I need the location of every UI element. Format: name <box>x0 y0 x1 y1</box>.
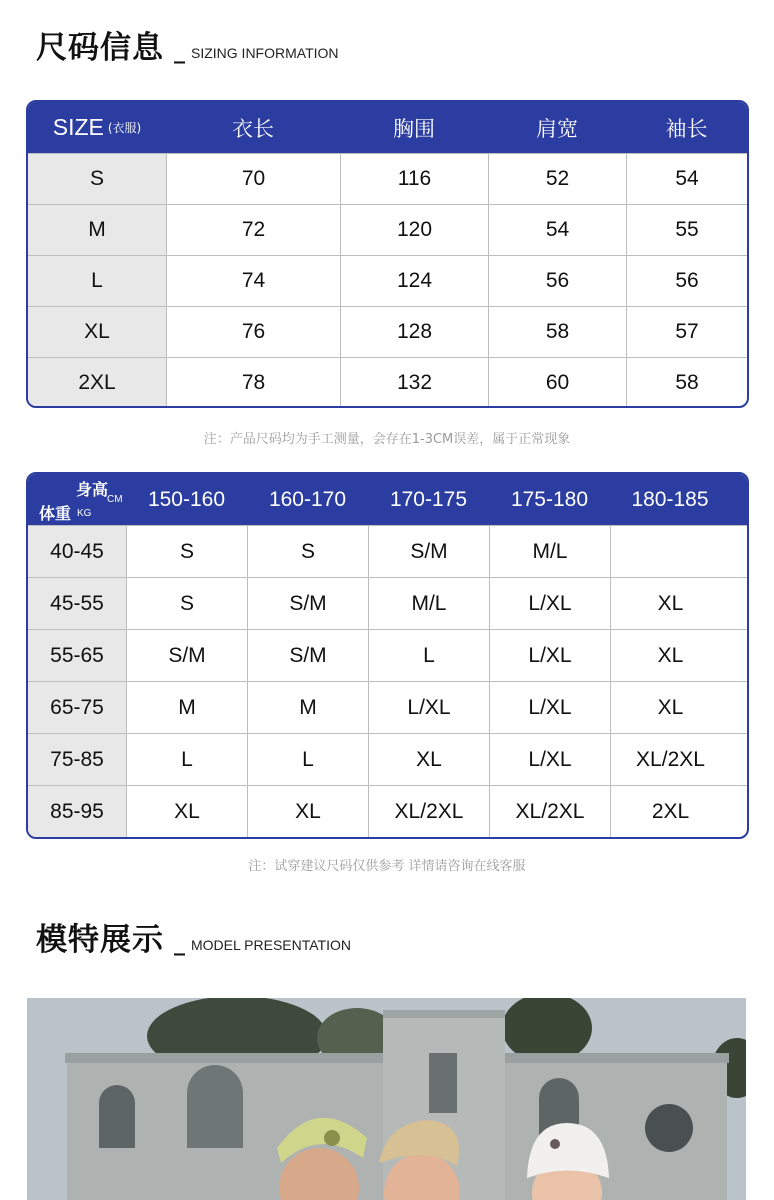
sleeve-cell: 54 <box>626 154 747 204</box>
sizing-title-zh: 尺码信息 <box>36 30 164 66</box>
table-row <box>28 733 747 785</box>
fit-cell: L/XL <box>489 734 610 785</box>
table-row <box>28 577 747 629</box>
height-range-header: 180-185 <box>631 487 709 511</box>
fit-cell: L/XL <box>489 630 610 681</box>
length-cell: 70 <box>166 154 340 204</box>
sleeve-cell: 56 <box>626 256 747 306</box>
fit-cell: XL <box>247 786 368 837</box>
chest-cell: 128 <box>340 307 488 357</box>
height-range-header: 150-160 <box>147 487 226 511</box>
size-cell: L <box>28 256 166 306</box>
fit-cell: M <box>126 682 247 733</box>
size-cell: M <box>28 205 166 255</box>
fit-cell: S <box>126 526 247 577</box>
table-row <box>28 204 747 255</box>
title-dash: _ <box>174 931 185 956</box>
fit-cell: XL <box>368 734 489 785</box>
fit-cell: S <box>126 578 247 629</box>
model-photo-illustration <box>27 998 746 1200</box>
table-row <box>28 681 747 733</box>
weight-cell: 65-75 <box>28 682 126 733</box>
height-range-header: 160-170 <box>268 487 347 511</box>
fit-cell: M <box>247 682 368 733</box>
fit-cell: XL <box>610 578 730 629</box>
fit-cell: L <box>368 630 489 681</box>
weight-cell: 85-95 <box>28 786 126 837</box>
header-size-label: SIZE <box>52 114 104 140</box>
fit-cell: 2XL <box>610 786 730 837</box>
shoulder-cell: 60 <box>488 358 626 408</box>
length-cell: 78 <box>166 358 340 408</box>
chest-cell: 116 <box>340 154 488 204</box>
table-row <box>28 785 747 837</box>
sizing-title-en: SIZING INFORMATION <box>191 45 339 61</box>
fit-note: 注：试穿建议尺码仅供参考 详情请咨询在线客服 <box>248 859 526 874</box>
fit-cell: L <box>247 734 368 785</box>
model-photo <box>27 998 746 1200</box>
fit-cell: XL/2XL <box>610 734 730 785</box>
table-row <box>28 357 747 408</box>
weight-unit: KG <box>77 508 92 519</box>
shoulder-cell: 52 <box>488 154 626 204</box>
fit-cell: S/M <box>247 630 368 681</box>
length-cell: 74 <box>166 256 340 306</box>
chest-cell: 132 <box>340 358 488 408</box>
shoulder-cell: 56 <box>488 256 626 306</box>
fit-cell: S/M <box>126 630 247 681</box>
weight-cell: 40-45 <box>28 526 126 577</box>
shoulder-cell: 54 <box>488 205 626 255</box>
shoulder-cell: 58 <box>488 307 626 357</box>
size-note: 注：产品尺码均为手工测量，会存在1-3CM误差，属于正常现象 <box>203 432 571 447</box>
fit-cell: XL <box>610 630 730 681</box>
size-table <box>26 100 749 408</box>
weight-label: 体重 <box>39 504 72 523</box>
chest-cell: 124 <box>340 256 488 306</box>
fit-cell: L/XL <box>368 682 489 733</box>
fit-cell: L <box>126 734 247 785</box>
table-row <box>28 525 747 577</box>
fit-cell: S/M <box>368 526 489 577</box>
size-cell: S <box>28 154 166 204</box>
height-range-header: 170-175 <box>389 487 468 511</box>
table-row <box>28 255 747 306</box>
header-sleeve: 袖长 <box>665 116 708 141</box>
header-length: 衣长 <box>232 116 274 141</box>
fit-cell: XL <box>610 682 730 733</box>
table-row <box>28 153 747 204</box>
fit-table-header <box>28 474 747 525</box>
table-row <box>28 629 747 681</box>
size-cell: XL <box>28 307 166 357</box>
fit-table <box>26 472 749 839</box>
fit-cell: L/XL <box>489 682 610 733</box>
fit-cell: XL/2XL <box>368 786 489 837</box>
height-unit: CM <box>107 494 123 505</box>
height-range-header: 175-180 <box>510 487 589 511</box>
table-row <box>28 306 747 357</box>
weight-cell: 55-65 <box>28 630 126 681</box>
corner-header <box>28 474 126 525</box>
title-dash: _ <box>174 39 185 64</box>
sleeve-cell: 57 <box>626 307 747 357</box>
fit-cell: M/L <box>489 526 610 577</box>
fit-cell: S/M <box>247 578 368 629</box>
sizing-section-title <box>36 22 339 67</box>
header-chest: 胸围 <box>393 116 435 141</box>
length-cell: 72 <box>166 205 340 255</box>
weight-cell: 75-85 <box>28 734 126 785</box>
height-label: 身高 <box>76 480 109 499</box>
fit-cell: XL/2XL <box>489 786 610 837</box>
sleeve-cell: 55 <box>626 205 747 255</box>
fit-cell: XL <box>126 786 247 837</box>
header-shoulder: 肩宽 <box>536 116 578 141</box>
header-size-sub: (衣服) <box>107 121 142 135</box>
model-title-en: MODEL PRESENTATION <box>191 937 351 953</box>
weight-cell: 45-55 <box>28 578 126 629</box>
chest-cell: 120 <box>340 205 488 255</box>
size-cell: 2XL <box>28 358 166 408</box>
fit-cell: S <box>247 526 368 577</box>
fit-cell <box>610 526 730 577</box>
fit-cell: M/L <box>368 578 489 629</box>
sleeve-cell: 58 <box>626 358 747 408</box>
length-cell: 76 <box>166 307 340 357</box>
model-section-title <box>36 914 351 959</box>
size-table-header <box>28 102 747 153</box>
header-size <box>28 102 166 153</box>
fit-cell: L/XL <box>489 578 610 629</box>
model-title-zh: 模特展示 <box>36 922 164 958</box>
